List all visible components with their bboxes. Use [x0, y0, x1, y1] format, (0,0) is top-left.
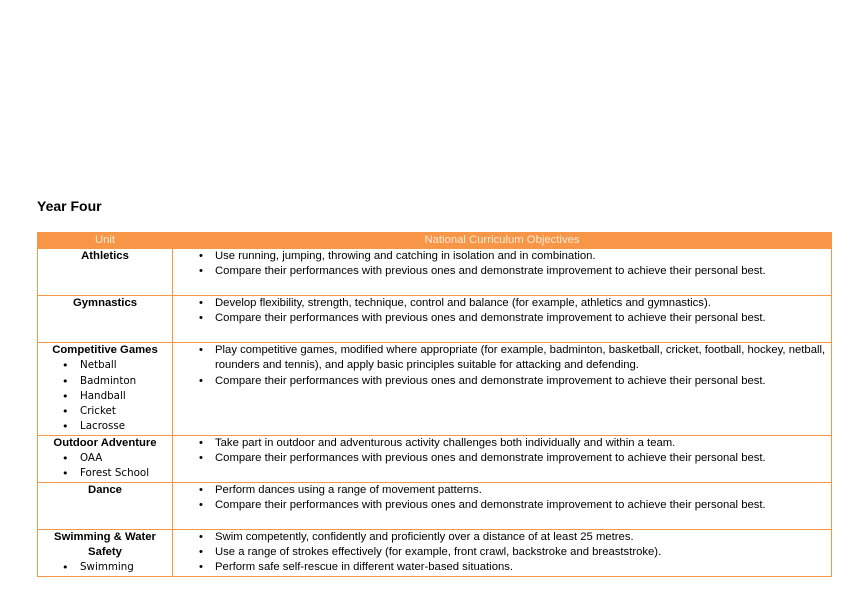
table-row-competitive-games — [38, 343, 832, 436]
objectives-cell — [173, 435, 832, 482]
objective-item: • Compare their performances with previous ones and demonstrate improvement to achieve their personal best. — [173, 498, 831, 513]
objective-item: • Compare their performances with previous ones and demonstrate improvement to achieve their personal best. — [173, 451, 831, 466]
unit-cell — [38, 482, 173, 529]
objective-item: • Play competitive games, modified where appropriate (for example, badminton, basketball, cricket, football, hockey, netball, rounders and tennis), and apply basic principles suitable for attacking and defending. — [173, 343, 831, 374]
page-heading: Year Four — [37, 198, 102, 214]
objective-item: • Compare their performances with previous ones and demonstrate improvement to achieve their personal best. — [173, 311, 831, 326]
sub-unit-list — [38, 560, 172, 575]
objective-item: • Compare their performances with previous ones and demonstrate improvement to achieve their personal best. — [173, 374, 831, 389]
unit-cell — [38, 343, 173, 436]
header-unit: Unit — [38, 233, 173, 249]
objectives-list — [173, 343, 831, 389]
unit-name: Competitive Games — [52, 344, 158, 356]
objectives-cell — [173, 249, 832, 296]
unit-cell — [38, 529, 173, 576]
sub-unit-item: • Cricket — [42, 404, 172, 419]
objectives-cell — [173, 343, 832, 436]
sub-unit-list — [38, 358, 172, 434]
objective-item: • Perform dances using a range of movement patterns. — [173, 483, 831, 498]
sub-unit-item: • Netball — [42, 358, 172, 373]
objectives-list — [173, 530, 831, 576]
unit-name: Swimming & Water Safety — [54, 530, 156, 559]
unit-cell — [38, 249, 173, 296]
sub-unit-list — [38, 451, 172, 482]
unit-name: Dance — [88, 483, 122, 496]
objective-item: • Swim competently, confidently and proficiently over a distance of at least 25 metres. — [173, 530, 831, 545]
objective-item: • Develop flexibility, strength, technique, control and balance (for example, athletics and gymnastics). — [173, 296, 831, 311]
objectives-cell — [173, 529, 832, 576]
table-row-gymnastics — [38, 296, 832, 343]
curriculum-table — [37, 232, 832, 577]
objectives-list — [173, 483, 831, 514]
sub-unit-item: • Swimming — [42, 560, 172, 575]
objective-item: • Use running, jumping, throwing and catching in isolation and in combination. — [173, 249, 831, 264]
unit-name: Outdoor Adventure — [53, 436, 157, 449]
objectives-cell — [173, 296, 832, 343]
objectives-list — [173, 296, 831, 327]
objective-item: • Compare their performances with previous ones and demonstrate improvement to achieve their personal best. — [173, 264, 831, 279]
sub-unit-item: • OAA — [42, 451, 172, 466]
objectives-cell — [173, 482, 832, 529]
unit-cell — [38, 435, 173, 482]
sub-unit-item: • Badminton — [42, 374, 172, 389]
unit-name: Athletics — [81, 250, 129, 262]
table-header-row — [38, 233, 832, 249]
table-row-outdoor-adventure — [38, 435, 832, 482]
table-row-dance — [38, 482, 832, 529]
sub-unit-item: • Handball — [42, 389, 172, 404]
sub-unit-item: • Forest School — [42, 466, 172, 481]
unit-name: Gymnastics — [72, 297, 138, 309]
table-row-athletics — [38, 249, 832, 296]
objectives-list — [173, 249, 831, 280]
objective-item: • Take part in outdoor and adventurous activity challenges both individually and within a team. — [173, 436, 831, 451]
objective-item: • Use a range of strokes effectively (for example, front crawl, backstroke and breaststroke). — [173, 545, 831, 560]
header-objectives: National Curriculum Objectives — [173, 233, 832, 249]
table-row-swimming-water-safety — [38, 529, 832, 576]
objectives-list — [173, 436, 831, 467]
unit-cell — [38, 296, 173, 343]
objective-item: • Perform safe self-rescue in different water-based situations. — [173, 560, 831, 575]
sub-unit-item: • Lacrosse — [42, 419, 172, 434]
